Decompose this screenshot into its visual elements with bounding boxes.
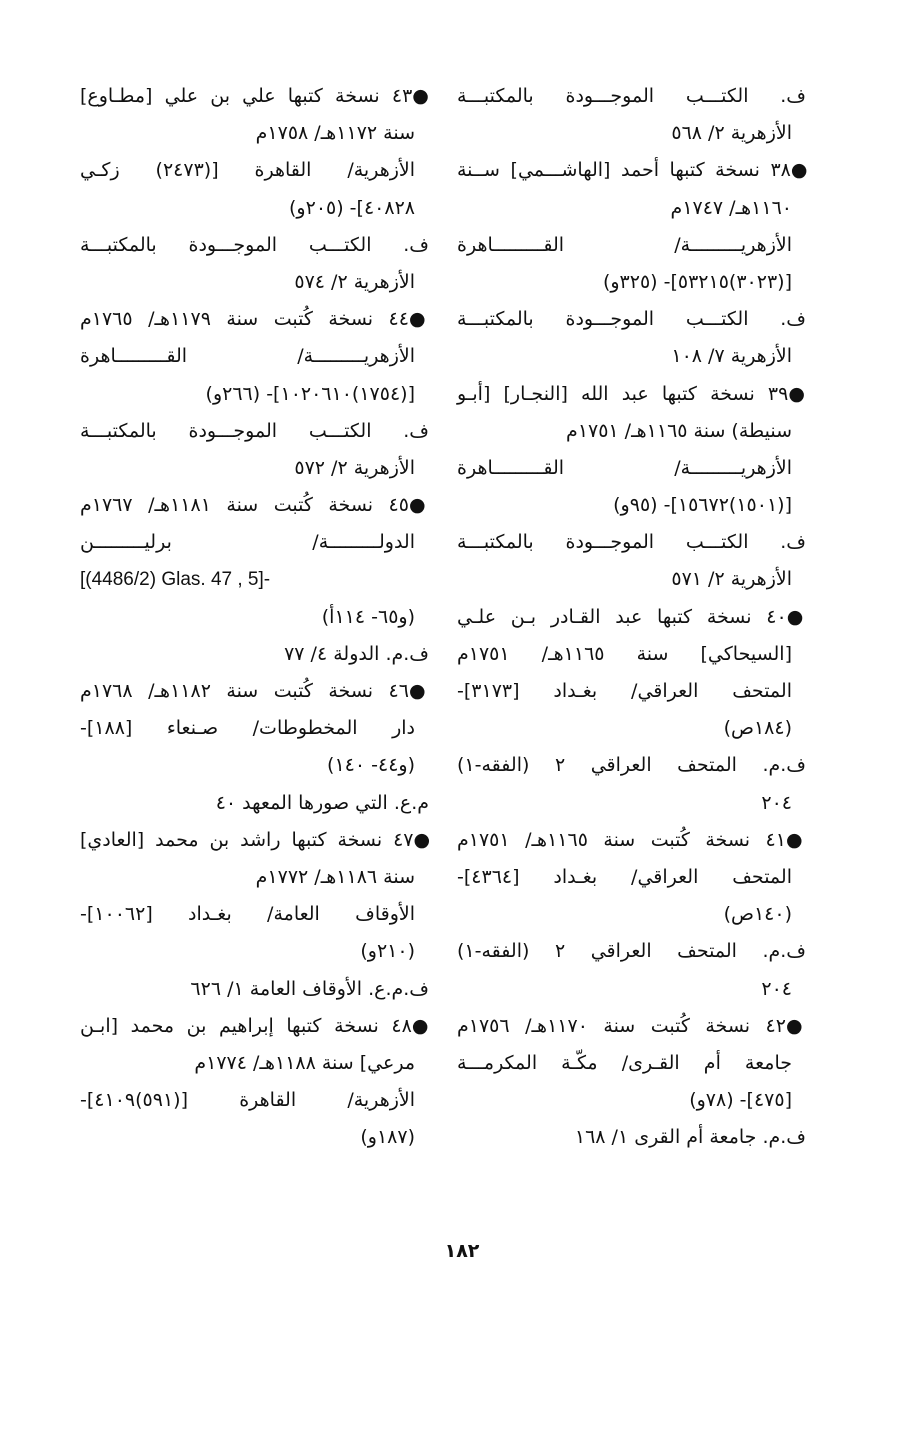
text-line: [(١٥٠١)١٥٦٧٢]- (٩٥و) xyxy=(613,494,792,517)
text-line: (١٤٠ص) xyxy=(723,903,792,926)
text-line: (و٤٤- ١٤٠) xyxy=(327,754,415,777)
text-line: ●٤٨ نسخة كتبها إبراهيم بن محمد [ابـن xyxy=(80,1014,435,1037)
text-line: مرعي] سنة ١١٨٨هـ/ ١٧٧٤م xyxy=(194,1051,415,1074)
text-line: (١٨٧و) xyxy=(360,1126,415,1149)
right-column xyxy=(457,78,812,1156)
text-line: ف. الكتـــب الموجـــودة بالمكتبـــة xyxy=(457,308,806,331)
text-line: [(١٧٥٤)١٠٢٠٦١٠]- (٢٦٦و) xyxy=(205,382,415,405)
text-line: (و٦٥- ١١٤أ) xyxy=(321,605,415,628)
text-line: المتحف العراقي/ بغـداد [٣١٧٣]- xyxy=(457,680,792,702)
text-line: ●٤٠ نسخة كتبها عبد القـادر بـن علـي xyxy=(457,605,812,628)
text-line: الأزهرية ٢/ ٥٧١ xyxy=(671,568,792,591)
text-line: ف.م. جامعة أم القرى ١/ ١٦٨ xyxy=(574,1126,806,1149)
text-line: ●٤٦ نسخة كُتبت سنة ١١٨٢هـ/ ١٧٦٨م xyxy=(80,680,435,702)
text-line: ف.م. الدولة ٤/ ٧٧ xyxy=(284,642,429,665)
text-line: ٢٠٤ xyxy=(761,791,792,814)
text-line: الأزهرية ٢/ ٥٧٤ xyxy=(294,270,415,293)
text-line: الدولـــــــــة/ برليـــــــــن xyxy=(80,531,415,554)
text-line: (٢١٠و) xyxy=(360,940,415,963)
text-line: ١١٦٠هـ/ ١٧٤٧م xyxy=(670,196,792,219)
text-line: [٤٧٥]- (٧٨و) xyxy=(689,1089,792,1112)
text-line: سنيطة) سنة ١١٦٥هـ/ ١٧٥١م xyxy=(566,419,792,442)
text-line: المتحف العراقي/ بغـداد [٤٣٦٤]- xyxy=(457,865,792,888)
text-line: الأوقاف العامة/ بغـداد [١٠٠٦٢]- xyxy=(80,903,415,926)
text-line: سنة ١١٨٦هـ/ ١٧٧٢م xyxy=(255,865,415,888)
text-line: ف. الكتـــب الموجـــودة بالمكتبـــة xyxy=(80,233,429,256)
text-line: الأزهرية ٢/ ٥٦٨ xyxy=(671,122,792,145)
text-line: [(4486/2) Glas. 47 , 5]- xyxy=(80,569,271,591)
text-line: ف. الكتـــب الموجـــودة بالمكتبـــة xyxy=(457,531,806,554)
text-line: الأزهريـــــــــة/ القـــــــــاهرة xyxy=(457,233,792,256)
text-line: ●٤٧ نسخة كتبها راشد بن محمد [العادي] xyxy=(80,828,435,851)
text-line: ٢٠٤ xyxy=(761,977,792,1000)
text-line: ●٤٤ نسخة كُتبت سنة ١١٧٩هـ/ ١٧٦٥م xyxy=(80,308,435,331)
text-line: سنة ١١٧٢هـ/ ١٧٥٨م xyxy=(255,122,415,145)
text-line: الأزهريـــــــــة/ القـــــــــاهرة xyxy=(457,456,792,479)
text-line: الأزهرية ٧/ ١٠٨ xyxy=(671,345,792,368)
text-line: ف.م.ع. الأوقاف العامة ١/ ٦٢٦ xyxy=(190,977,429,1000)
text-line: ف.م. المتحف العراقي ٢ (الفقه-١) xyxy=(457,940,806,963)
left-column xyxy=(80,78,435,1156)
text-line: ●٤٣ نسخة كتبها علي بن علي [مطـاوع] xyxy=(80,85,435,107)
text-line: الأزهرية/ القاهرة [(٢٤٧٣) زكـي xyxy=(80,159,416,182)
text-line: [(٣٠٢٣)٥٣٢١٥]- (٣٢٥و) xyxy=(602,270,792,293)
text-line: ف.م. المتحف العراقي ٢ (الفقه-١) xyxy=(457,754,806,777)
text-line: جامعة أم القـرى/ مكّـة المكرمـــة xyxy=(457,1051,792,1074)
text-line: ●٤٢ نسخة كُتبت سنة ١١٧٠هـ/ ١٧٥٦م xyxy=(457,1014,812,1037)
text-line: ●٣٩ نسخة كتبها عبد الله [النجـار] [أبـو xyxy=(457,382,812,405)
text-line: (١٨٤ص) xyxy=(723,717,792,740)
text-line: الأزهريـــــــــة/ القـــــــــاهرة xyxy=(80,345,415,368)
text-line: ف. الكتـــب الموجـــودة بالمكتبـــة xyxy=(457,85,806,107)
text-line: ●٣٨ نسخة كتبها أحمد [الهاشـــمي] ســنة xyxy=(457,159,812,182)
text-line: الأزهرية/ القاهرة [(٥٩١)٤١٠٩]- xyxy=(80,1089,415,1112)
text-line: ●٤١ نسخة كُتبت سنة ١١٦٥هـ/ ١٧٥١م xyxy=(457,828,812,851)
text-line: ٤٠٨٢٨]- (٢٠٥و) xyxy=(289,196,415,219)
text-line: ●٤٥ نسخة كُتبت سنة ١١٨١هـ/ ١٧٦٧م xyxy=(80,494,435,517)
text-line: الأزهرية ٢/ ٥٧٢ xyxy=(294,456,415,479)
text-line: م.ع. التي صورها المعهد ٤٠ xyxy=(215,791,429,814)
text-line: ف. الكتـــب الموجـــودة بالمكتبـــة xyxy=(80,419,429,442)
text-line: دار المخطوطات/ صـنعاء [١٨٨]- xyxy=(80,717,415,740)
text-line: [السيحاكي] سنة ١١٦٥هـ/ ١٧٥١م xyxy=(457,642,793,665)
page-number: ١٨٢ xyxy=(444,1240,480,1262)
